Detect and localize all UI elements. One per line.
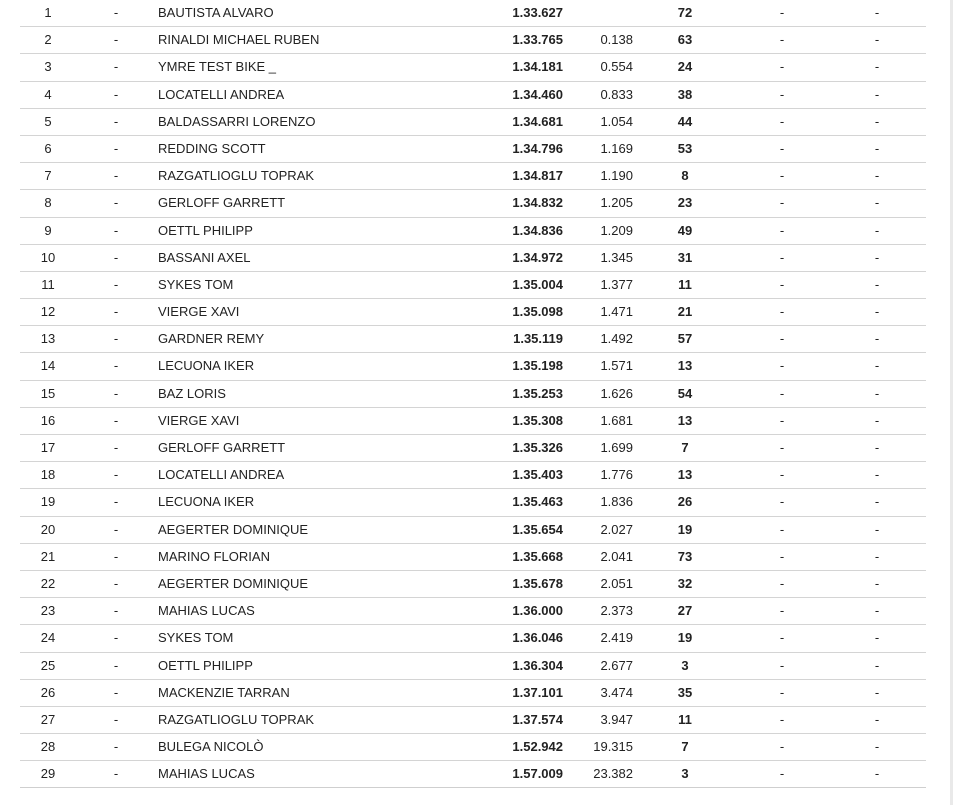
best-lap-time-cell: 1.34.796: [512, 140, 563, 156]
gap-cell: 1.836: [600, 494, 633, 510]
laps-cell: 31: [677, 249, 693, 265]
gap-cell: 0.554: [600, 59, 633, 75]
table-row: [20, 571, 926, 598]
position-cell: 6: [44, 140, 52, 156]
rider-name-cell: SYKES TOM: [158, 630, 234, 646]
best-lap-time-cell: 1.33.627: [512, 5, 563, 20]
placeholder-cell: -: [874, 222, 880, 238]
placeholder-cell: -: [113, 32, 119, 48]
rider-name-cell: MARINO FLORIAN: [158, 548, 270, 564]
placeholder-cell: -: [779, 603, 785, 619]
placeholder-cell: -: [113, 358, 119, 374]
table-row: [20, 761, 926, 788]
position-cell: 13: [40, 331, 56, 347]
rider-name-cell: LOCATELLI ANDREA: [158, 467, 285, 483]
gap-cell: 1.699: [600, 440, 633, 455]
placeholder-cell: -: [779, 331, 785, 347]
laps-cell: 32: [677, 575, 693, 591]
placeholder-cell: -: [779, 385, 785, 401]
placeholder-cell: -: [874, 304, 880, 320]
table-row: [20, 218, 926, 245]
best-lap-time-cell: 1.37.101: [512, 684, 563, 700]
placeholder-cell: -: [874, 412, 880, 428]
placeholder-cell: -: [779, 32, 785, 48]
placeholder-cell: -: [874, 467, 880, 483]
gap-cell: 1.776: [600, 467, 633, 483]
position-cell: 19: [40, 494, 56, 510]
placeholder-cell: -: [113, 548, 119, 564]
position-cell: 18: [40, 467, 56, 483]
placeholder-cell: -: [779, 630, 785, 646]
table-row: [20, 272, 926, 299]
placeholder-cell: -: [113, 603, 119, 619]
best-lap-time-cell: 1.35.654: [512, 521, 563, 537]
position-cell: 10: [40, 249, 56, 265]
gap-cell: 1.681: [600, 412, 633, 428]
laps-cell: 53: [677, 140, 693, 156]
gap-cell: 1.209: [600, 222, 633, 238]
placeholder-cell: -: [113, 304, 119, 320]
table-row: [20, 353, 926, 380]
laps-cell: 13: [677, 412, 693, 428]
table-row: [20, 109, 926, 136]
placeholder-cell: -: [113, 5, 119, 20]
rider-name-cell: BULEGA NICOLÒ: [158, 739, 264, 755]
placeholder-cell: -: [874, 140, 880, 156]
table-row: [20, 82, 926, 109]
best-lap-time-cell: 1.36.046: [512, 630, 563, 646]
gap-cell: 2.041: [600, 548, 633, 564]
table-row: [20, 27, 926, 54]
placeholder-cell: -: [113, 467, 119, 483]
gap-cell: 1.377: [600, 276, 633, 292]
gap-cell: 23.382: [593, 766, 633, 782]
placeholder-cell: -: [779, 249, 785, 265]
placeholder-cell: -: [113, 331, 119, 347]
best-lap-time-cell: 1.35.326: [512, 440, 563, 455]
best-lap-time-cell: 1.34.836: [512, 222, 563, 238]
placeholder-cell: -: [113, 59, 119, 75]
rider-name-cell: BALDASSARRI LORENZO: [158, 113, 316, 129]
position-cell: 24: [40, 630, 56, 646]
rider-name-cell: VIERGE XAVI: [158, 412, 240, 428]
placeholder-cell: -: [779, 521, 785, 537]
placeholder-cell: -: [113, 684, 119, 700]
best-lap-time-cell: 1.33.765: [512, 32, 563, 48]
rider-name-cell: OETTL PHILIPP: [158, 657, 253, 673]
laps-cell: 44: [677, 113, 693, 129]
placeholder-cell: -: [113, 440, 119, 455]
placeholder-cell: -: [779, 59, 785, 75]
table-row: [20, 163, 926, 190]
laps-cell: 8: [681, 168, 689, 184]
best-lap-time-cell: 1.52.942: [512, 739, 563, 755]
placeholder-cell: -: [779, 575, 785, 591]
placeholder-cell: -: [874, 276, 880, 292]
position-cell: 22: [40, 575, 56, 591]
position-cell: 15: [40, 385, 56, 401]
placeholder-cell: -: [779, 766, 785, 782]
placeholder-cell: -: [113, 630, 119, 646]
placeholder-cell: -: [874, 385, 880, 401]
laps-cell: 24: [677, 59, 693, 75]
laps-cell: 3: [681, 766, 689, 782]
placeholder-cell: -: [874, 711, 880, 727]
gap-cell: 3.947: [600, 711, 633, 727]
position-cell: 20: [40, 521, 56, 537]
rider-name-cell: RAZGATLIOGLU TOPRAK: [158, 711, 315, 727]
table-row: [20, 245, 926, 272]
position-cell: 5: [44, 113, 52, 129]
placeholder-cell: -: [113, 494, 119, 510]
best-lap-time-cell: 1.35.004: [512, 276, 563, 292]
table-row: [20, 0, 926, 27]
placeholder-cell: -: [874, 739, 880, 755]
best-lap-time-cell: 1.35.403: [512, 467, 563, 483]
placeholder-cell: -: [779, 195, 785, 211]
placeholder-cell: -: [113, 711, 119, 727]
table-row: [20, 517, 926, 544]
table-row: [20, 190, 926, 217]
position-cell: 25: [40, 657, 56, 673]
placeholder-cell: -: [779, 494, 785, 510]
best-lap-time-cell: 1.34.832: [512, 195, 563, 211]
position-cell: 11: [41, 276, 55, 292]
rider-name-cell: YMRE TEST BIKE _: [158, 59, 277, 75]
placeholder-cell: -: [779, 222, 785, 238]
gap-cell: 2.677: [600, 657, 633, 673]
table-row: [20, 489, 926, 516]
placeholder-cell: -: [113, 521, 119, 537]
placeholder-cell: -: [874, 86, 880, 102]
placeholder-cell: -: [874, 548, 880, 564]
placeholder-cell: -: [113, 766, 119, 782]
best-lap-time-cell: 1.35.668: [512, 548, 563, 564]
placeholder-cell: -: [113, 739, 119, 755]
table-row: [20, 408, 926, 435]
laps-cell: 13: [677, 467, 693, 483]
results-table: [20, 0, 926, 788]
placeholder-cell: -: [874, 521, 880, 537]
placeholder-cell: -: [874, 684, 880, 700]
best-lap-time-cell: 1.35.098: [512, 304, 563, 320]
gap-cell: 19.315: [593, 739, 633, 755]
table-row: [20, 326, 926, 353]
laps-cell: 7: [681, 739, 689, 755]
placeholder-cell: -: [113, 412, 119, 428]
rider-name-cell: LOCATELLI ANDREA: [158, 86, 285, 102]
rider-name-cell: GERLOFF GARRETT: [158, 440, 286, 455]
rider-name-cell: SYKES TOM: [158, 276, 234, 292]
placeholder-cell: -: [113, 249, 119, 265]
best-lap-time-cell: 1.34.460: [512, 86, 563, 102]
placeholder-cell: -: [779, 548, 785, 564]
rider-name-cell: RINALDI MICHAEL RUBEN: [158, 32, 320, 48]
position-cell: 27: [40, 711, 56, 727]
placeholder-cell: -: [779, 711, 785, 727]
placeholder-cell: -: [779, 140, 785, 156]
placeholder-cell: -: [874, 657, 880, 673]
best-lap-time-cell: 1.35.308: [512, 412, 563, 428]
laps-cell: 19: [677, 521, 693, 537]
placeholder-cell: -: [874, 113, 880, 129]
placeholder-cell: -: [779, 168, 785, 184]
gap-cell: 1.492: [600, 331, 633, 347]
rider-name-cell: MAHIAS LUCAS: [158, 766, 255, 782]
placeholder-cell: -: [113, 276, 119, 292]
results-table-body: [20, 0, 926, 788]
rider-name-cell: MACKENZIE TARRAN: [158, 684, 290, 700]
placeholder-cell: -: [874, 249, 880, 265]
table-row: [20, 381, 926, 408]
best-lap-time-cell: 1.37.574: [512, 711, 563, 727]
table-row: [20, 462, 926, 489]
laps-cell: 21: [677, 304, 693, 320]
laps-cell: 35: [677, 684, 693, 700]
rider-name-cell: AEGERTER DOMINIQUE: [158, 521, 309, 537]
placeholder-cell: -: [874, 32, 880, 48]
laps-cell: 13: [677, 358, 693, 374]
gap-cell: 1.345: [600, 249, 633, 265]
table-row: [20, 734, 926, 761]
rider-name-cell: BAZ LORIS: [158, 385, 226, 401]
gap-cell: 3.474: [600, 684, 633, 700]
position-cell: 9: [44, 222, 52, 238]
placeholder-cell: -: [779, 684, 785, 700]
position-cell: 17: [40, 440, 56, 455]
placeholder-cell: -: [874, 59, 880, 75]
placeholder-cell: -: [874, 603, 880, 619]
laps-cell: 26: [677, 494, 693, 510]
rider-name-cell: VIERGE XAVI: [158, 304, 240, 320]
gap-cell: 1.169: [600, 140, 633, 156]
gap-cell: 2.419: [600, 630, 633, 646]
placeholder-cell: -: [874, 168, 880, 184]
table-row: [20, 435, 926, 462]
placeholder-cell: -: [874, 630, 880, 646]
laps-cell: 49: [677, 222, 693, 238]
gap-cell: 0.833: [600, 86, 633, 102]
position-cell: 14: [40, 358, 56, 374]
table-row: [20, 544, 926, 571]
laps-cell: 11: [678, 276, 692, 292]
best-lap-time-cell: 1.36.000: [512, 603, 563, 619]
position-cell: 12: [40, 304, 56, 320]
gap-cell: 1.190: [600, 168, 633, 184]
rider-name-cell: OETTL PHILIPP: [158, 222, 253, 238]
gap-cell: 2.027: [600, 521, 633, 537]
gap-cell: 1.054: [600, 113, 633, 129]
rider-name-cell: BASSANI AXEL: [158, 249, 251, 265]
position-cell: 26: [40, 684, 56, 700]
placeholder-cell: -: [874, 494, 880, 510]
gap-cell: 2.051: [600, 575, 633, 591]
placeholder-cell: -: [113, 86, 119, 102]
position-cell: 8: [44, 195, 52, 211]
laps-cell: 27: [677, 603, 693, 619]
rider-name-cell: REDDING SCOTT: [158, 140, 266, 156]
best-lap-time-cell: 1.35.463: [512, 494, 563, 510]
table-row: [20, 680, 926, 707]
placeholder-cell: -: [113, 195, 119, 211]
position-cell: 7: [44, 168, 52, 184]
placeholder-cell: -: [779, 86, 785, 102]
position-cell: 28: [40, 739, 56, 755]
laps-cell: 72: [677, 5, 693, 20]
laps-cell: 23: [677, 195, 693, 211]
laps-cell: 38: [677, 86, 693, 102]
placeholder-cell: -: [113, 168, 119, 184]
rider-name-cell: GERLOFF GARRETT: [158, 195, 286, 211]
placeholder-cell: -: [874, 358, 880, 374]
placeholder-cell: -: [113, 575, 119, 591]
best-lap-time-cell: 1.34.972: [512, 249, 563, 265]
placeholder-cell: -: [779, 5, 785, 20]
table-row: [20, 54, 926, 81]
placeholder-cell: -: [874, 331, 880, 347]
gap-cell: 0.138: [600, 32, 633, 48]
laps-cell: 57: [677, 331, 693, 347]
rider-name-cell: MAHIAS LUCAS: [158, 603, 255, 619]
placeholder-cell: -: [779, 412, 785, 428]
gap-cell: 1.471: [600, 304, 633, 320]
best-lap-time-cell: 1.36.304: [512, 657, 563, 673]
placeholder-cell: -: [113, 222, 119, 238]
placeholder-cell: -: [779, 467, 785, 483]
placeholder-cell: -: [874, 575, 880, 591]
rider-name-cell: AEGERTER DOMINIQUE: [158, 575, 309, 591]
placeholder-cell: -: [874, 195, 880, 211]
laps-cell: 73: [677, 548, 693, 564]
position-cell: 3: [44, 59, 52, 75]
placeholder-cell: -: [874, 5, 880, 20]
gap-cell: 1.205: [600, 195, 633, 211]
gap-cell: 1.571: [600, 358, 633, 374]
best-lap-time-cell: 1.35.198: [512, 358, 563, 374]
table-row: [20, 707, 926, 734]
gap-cell: 2.373: [600, 603, 633, 619]
placeholder-cell: -: [779, 358, 785, 374]
table-row: [20, 625, 926, 652]
placeholder-cell: -: [113, 657, 119, 673]
placeholder-cell: -: [113, 113, 119, 129]
placeholder-cell: -: [874, 440, 880, 455]
laps-cell: 7: [681, 440, 689, 455]
rider-name-cell: LECUONA IKER: [158, 494, 255, 510]
position-cell: 2: [44, 32, 52, 48]
placeholder-cell: -: [779, 304, 785, 320]
position-cell: 21: [40, 548, 56, 564]
table-row: [20, 653, 926, 680]
position-cell: 29: [40, 766, 56, 782]
position-cell: 1: [44, 5, 52, 20]
rider-name-cell: BAUTISTA ALVARO: [158, 5, 274, 20]
placeholder-cell: -: [779, 657, 785, 673]
laps-cell: 19: [677, 630, 693, 646]
table-row: [20, 136, 926, 163]
best-lap-time-cell: 1.34.817: [512, 168, 563, 184]
rider-name-cell: LECUONA IKER: [158, 358, 255, 374]
placeholder-cell: -: [113, 140, 119, 156]
placeholder-cell: -: [779, 440, 785, 455]
best-lap-time-cell: 1.57.009: [512, 766, 563, 782]
best-lap-time-cell: 1.35.119: [513, 331, 563, 347]
placeholder-cell: -: [779, 739, 785, 755]
best-lap-time-cell: 1.35.253: [512, 385, 563, 401]
table-row: [20, 598, 926, 625]
placeholder-cell: -: [779, 113, 785, 129]
position-cell: 4: [44, 86, 52, 102]
laps-cell: 11: [678, 711, 692, 727]
rider-name-cell: RAZGATLIOGLU TOPRAK: [158, 168, 315, 184]
placeholder-cell: -: [113, 385, 119, 401]
best-lap-time-cell: 1.35.678: [512, 575, 563, 591]
placeholder-cell: -: [779, 276, 785, 292]
gap-cell: 1.626: [600, 385, 633, 401]
best-lap-time-cell: 1.34.681: [512, 113, 563, 129]
rider-name-cell: GARDNER REMY: [158, 331, 265, 347]
table-row: [20, 299, 926, 326]
laps-cell: 3: [681, 657, 689, 673]
position-cell: 16: [40, 412, 56, 428]
placeholder-cell: -: [874, 766, 880, 782]
laps-cell: 63: [677, 32, 693, 48]
position-cell: 23: [40, 603, 56, 619]
best-lap-time-cell: 1.34.181: [512, 59, 563, 75]
laps-cell: 54: [677, 385, 693, 401]
